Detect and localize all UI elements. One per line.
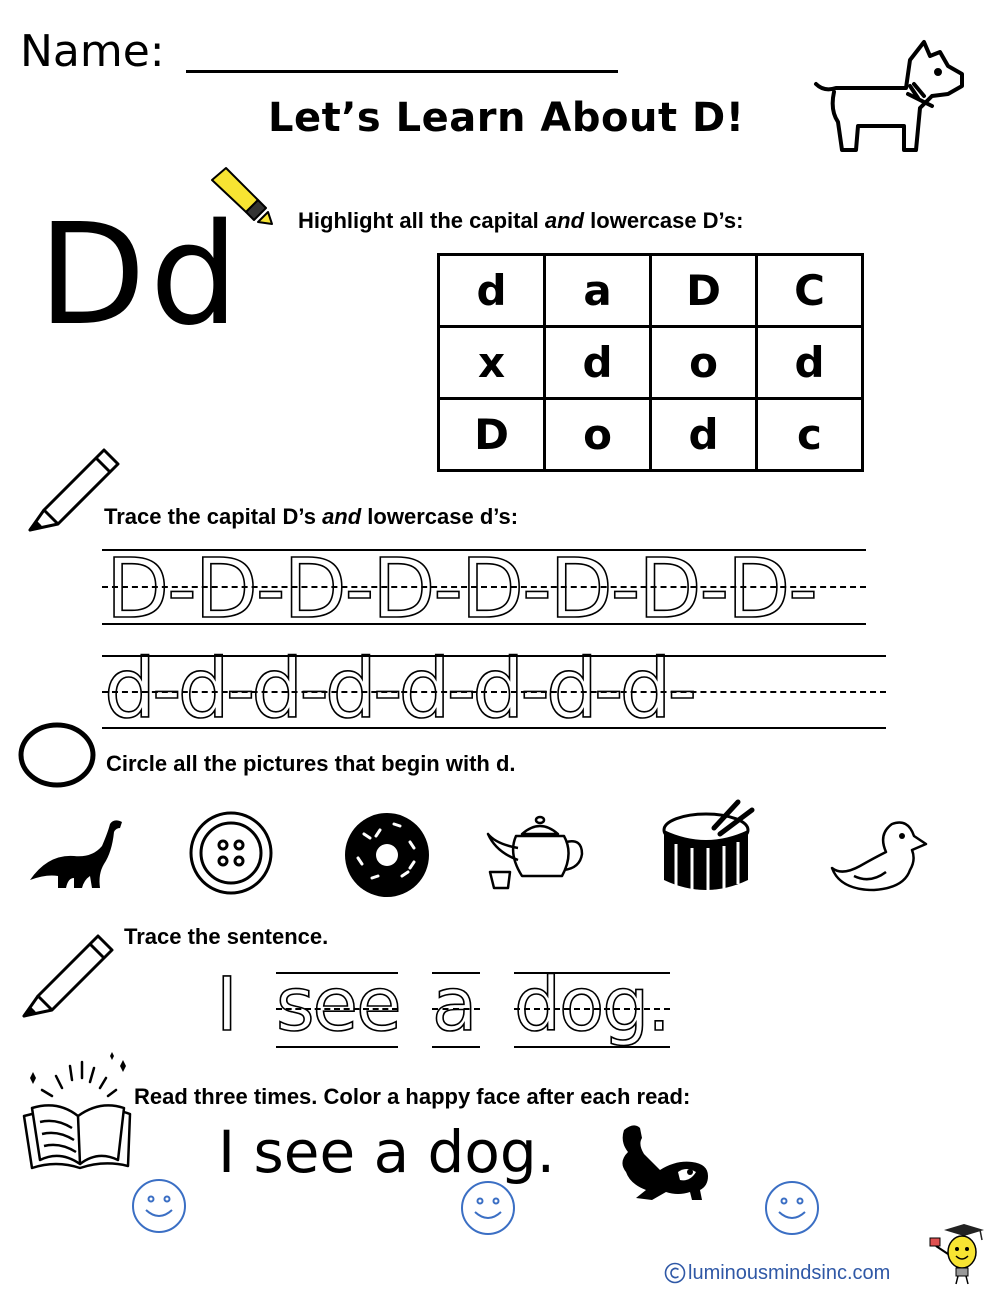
open-book-icon (20, 1056, 132, 1170)
grid-cell[interactable]: D (651, 255, 757, 327)
grid-cell[interactable]: a (545, 255, 651, 327)
read-instruction: Read three times. Color a happy face after each read: (134, 1084, 691, 1109)
grid-cell[interactable]: o (545, 399, 651, 471)
dinosaur-icon[interactable] (28, 818, 128, 892)
copyright-text: luminousmindsinc.com (688, 1262, 891, 1284)
drum-icon[interactable] (662, 800, 758, 896)
letter-grid (437, 253, 864, 472)
trace-letters-instruction: Trace the capital D’s and lowercase d’s: (104, 504, 519, 529)
grid-cell[interactable]: D (439, 399, 545, 471)
happy-face-icon[interactable] (460, 1180, 516, 1236)
grid-cell[interactable]: d (757, 327, 863, 399)
grid-cell[interactable]: x (439, 327, 545, 399)
trace-word[interactable]: dog. (514, 962, 669, 1048)
grid-cell[interactable]: d (439, 255, 545, 327)
trace-sentence-instruction: Trace the sentence. (124, 924, 329, 949)
highlight-instruction: Highlight all the capital and lowercase D’s: (298, 208, 744, 233)
grid-cell[interactable]: d (545, 327, 651, 399)
trace-word[interactable]: see (276, 962, 400, 1048)
duck-icon[interactable] (830, 818, 928, 894)
grid-cell[interactable]: C (757, 255, 863, 327)
lowercase-d-trace-row[interactable]: d-d-d-d-d-d-d-d- (104, 642, 694, 737)
pencil-icon (18, 920, 118, 1020)
lightbulb-mascot-icon (930, 1224, 988, 1284)
circle-instruction: Circle all the pictures that begin with d. (106, 751, 516, 776)
happy-face-icon[interactable] (131, 1178, 187, 1234)
name-input-line[interactable] (186, 70, 618, 73)
page-title: Let’s Learn About D! (268, 95, 745, 141)
happy-face-icon[interactable] (764, 1180, 820, 1236)
button-icon[interactable] (188, 810, 274, 896)
puppy-icon (616, 1122, 712, 1204)
read-sentence: I see a dog. (218, 1118, 556, 1186)
name-label: Name: (20, 26, 165, 77)
circle-icon (18, 722, 96, 788)
copyright-icon (664, 1262, 686, 1284)
dog-outline-icon (812, 38, 968, 158)
trace-word[interactable]: I (216, 962, 238, 1048)
trace-word[interactable]: a (432, 962, 478, 1048)
teapot-icon[interactable] (486, 814, 602, 894)
donut-icon[interactable] (344, 812, 430, 898)
big-letters: Dd (38, 194, 243, 357)
grid-cell[interactable]: c (757, 399, 863, 471)
capital-d-trace-row[interactable]: D-D-D-D-D-D-D-D- (106, 542, 816, 637)
grid-cell[interactable]: d (651, 399, 757, 471)
grid-cell[interactable]: o (651, 327, 757, 399)
